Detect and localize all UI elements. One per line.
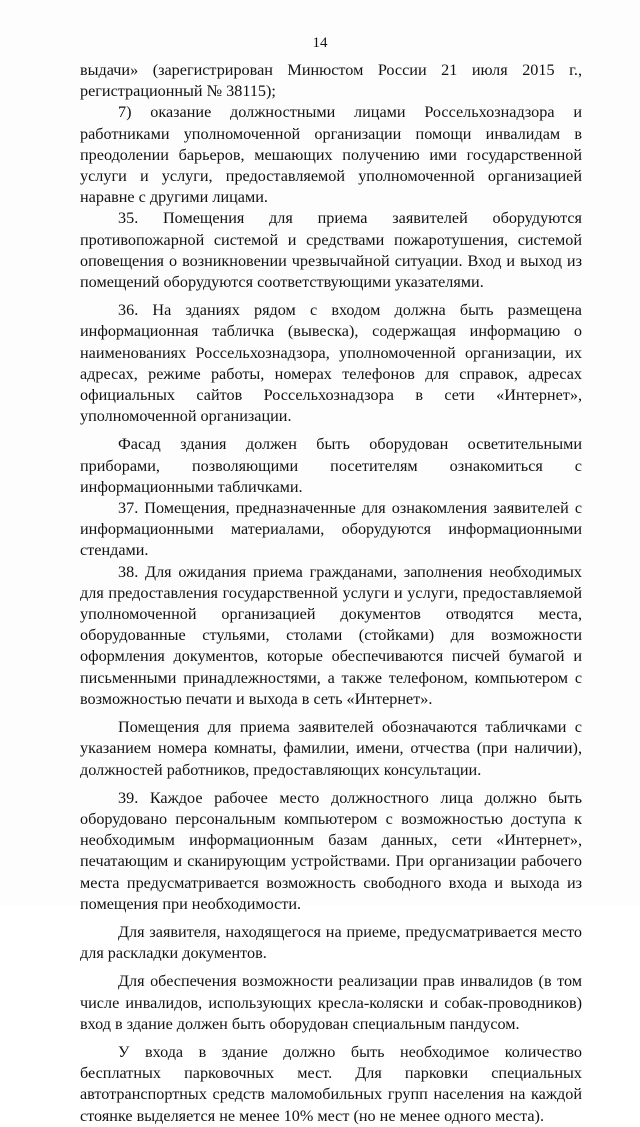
paragraph-continuation: выдачи» (зарегистрирован Минюстом России 21 июля 2015 г., регистрационный № 38115);	[80, 61, 582, 101]
page-number: 14	[312, 35, 328, 51]
paragraph-item-7: 7) оказание должностными лицами Россельхознадзора и работниками уполномоченной организации помощи инвалидам в преодолении барьеров, мешающих получению ими государственной услуги и услуги, предоставляемой уполномоченной организацией наравне с другими лицами.	[80, 103, 582, 207]
document-body	[80, 60, 582, 1127]
paragraph-facade: Фасад здания должен быть оборудован осветительными приборами, позволяющими посетителям ознакомиться с информационными табличками.	[80, 435, 582, 496]
paragraph-parking: У входа в здание должно быть необходимое количество бесплатных парковочных мест. Для парковки специальных автотранспортных средств маломобильных групп населения на каждой стоянке выделяется не менее 10% мест (но не менее одного места).	[80, 1042, 582, 1125]
paragraph-37: 37. Помещения, предназначенные для ознакомления заявителей с информационными материалами, оборудуются информационными стендами.	[80, 499, 582, 560]
paragraph-36: 36. На зданиях рядом с входом должна быть размещена информационная табличка (вывеска), содержащая информацию о наименованиях Россельхознадзора, уполномоченной организации, их адресах, режиме работы, номерах телефонов для справок, адресах официальных сайтов Россельхознадзора в сети «Интернет», уполномоченной организации.	[80, 301, 582, 426]
paragraph-applicant-place: Для заявителя, находящегося на приеме, предусматривается место для раскладки документов.	[80, 922, 582, 963]
paragraph-39: 39. Каждое рабочее место должностного лица должно быть оборудовано персональным компьютером с возможностью доступа к необходимым информационным базам данных, сети «Интернет», печатающим и сканирующим устройствами. При организации рабочего места предусматривается возможность свободного входа и выхода из помещения при необходимости.	[80, 788, 582, 913]
paragraph-reception-signs: Помещения для приема заявителей обозначаются табличками с указанием номера комнаты, фамилии, имени, отчества (при наличии), должностей работников, предоставляющих консультации.	[80, 718, 582, 779]
paragraph-38: 38. Для ожидания приема гражданами, заполнения необходимых для предоставления государственной услуги и услуги, предоставляемой уполномоченной организацией документов отводятся места, оборудованные стульями, столами (стойками) для возможности оформления документов, которые обеспечиваются писчей бумагой и письменными принадлежностями, а также телефоном, компьютером с возможностью печати и выхода в сеть «Интернет».	[80, 562, 582, 708]
paragraph-35: 35. Помещения для приема заявителей оборудуются противопожарной системой и средствами пожаротушения, системой оповещения о возникновении чрезвычайной ситуации. Вход и выход из помещений оборудуются соответствующими указателями.	[80, 209, 582, 292]
paragraph-disabled-access: Для обеспечения возможности реализации прав инвалидов (в том числе инвалидов, использующих кресла-коляски и собак-проводников) вход в здание должен быть оборудован специальным пандусом.	[80, 972, 582, 1033]
